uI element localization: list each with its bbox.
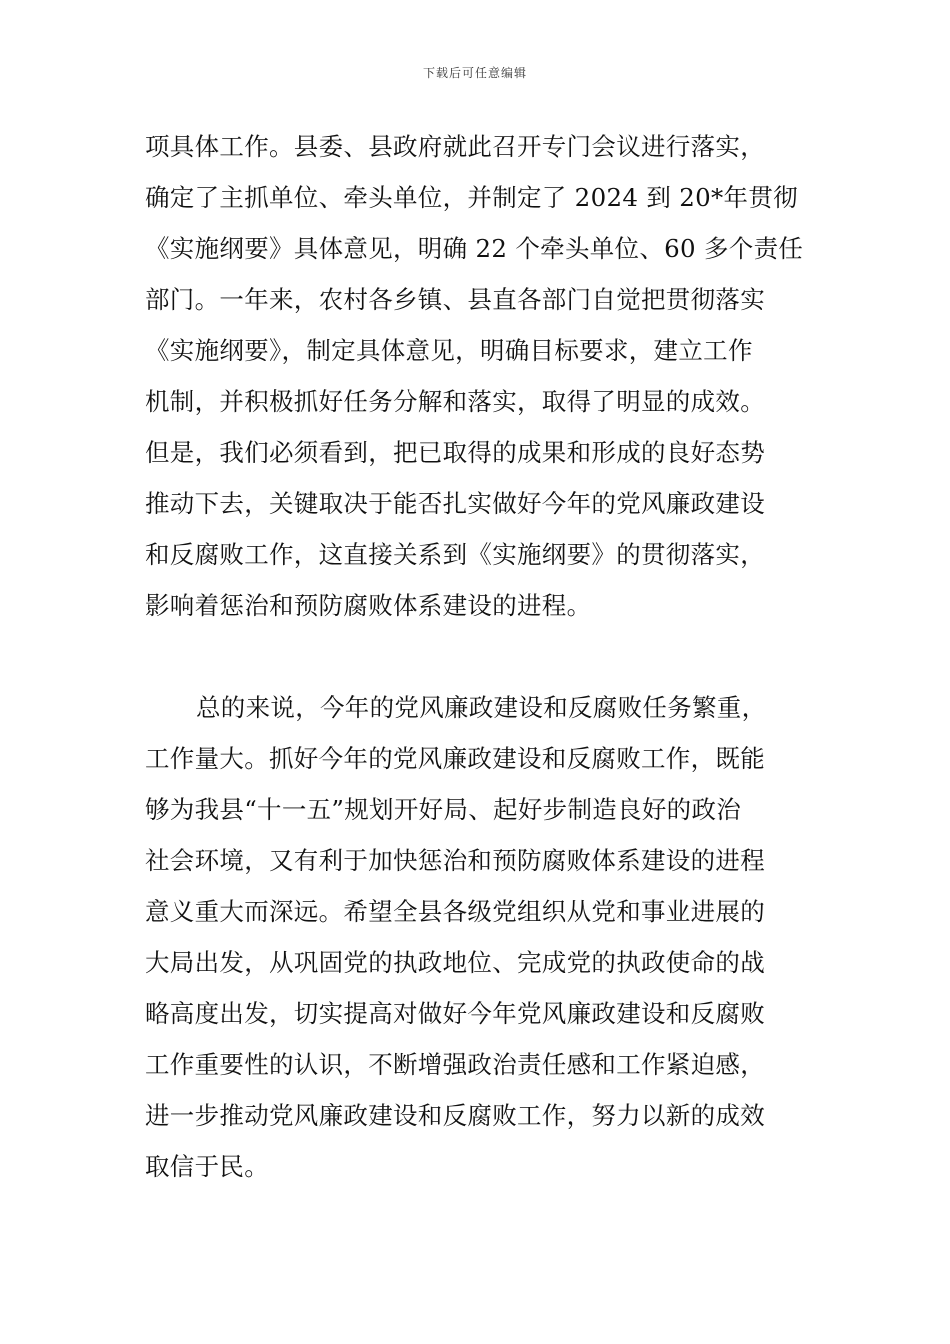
- text-line: 和反腐败工作，这直接关系到《实施纲要》的贯彻落实，: [145, 540, 765, 569]
- text-line: 部门。一年来，农村各乡镇、县直各部门自觉把贯彻落实: [145, 285, 765, 314]
- text-line: 但是，我们必须看到，把已取得的成果和形成的良好态势: [145, 438, 765, 467]
- text-line: 工作重要性的认识，不断增强政治责任感和工作紧迫感，: [145, 1050, 765, 1079]
- paragraph-1: [145, 121, 810, 631]
- text-line: 《实施纲要》具体意见，明确 22 个牵头单位、60 多个责任: [145, 234, 804, 263]
- paragraph-2: [145, 682, 810, 1192]
- text-line: 机制，并积极抓好任务分解和落实，取得了明显的成效。: [145, 387, 765, 416]
- text-line: 《实施纲要》，制定具体意见，明确目标要求，建立工作: [145, 336, 753, 365]
- text-line: 略高度出发，切实提高对做好今年党风廉政建设和反腐败: [145, 999, 765, 1028]
- text-line: 影响着惩治和预防腐败体系建设的进程。: [145, 591, 592, 620]
- text-line: 进一步推动党风廉政建设和反腐败工作，努力以新的成效: [145, 1101, 765, 1130]
- paragraph-spacer: [145, 631, 810, 682]
- document-body: [145, 121, 810, 1192]
- text-line: 取信于民。: [145, 1152, 269, 1181]
- text-line: 意义重大而深远。希望全县各级党组织从党和事业进展的: [145, 897, 765, 926]
- page-header: 下载后可任意编辑: [422, 66, 527, 80]
- text-line: 够为我县“十一五”规划开好局、起好步制造良好的政治: [145, 795, 742, 824]
- text-line: 大局出发，从巩固党的执政地位、完成党的执政使命的战: [145, 948, 765, 977]
- text-line: 工作量大。抓好今年的党风廉政建设和反腐败工作，既能: [145, 744, 765, 773]
- text-line: 推动下去，关键取决于能否扎实做好今年的党风廉政建设: [145, 489, 765, 518]
- text-line: 确定了主抓单位、牵头单位，并制定了 2024 到 20*年贯彻: [145, 183, 798, 212]
- text-line: 社会环境，又有利于加快惩治和预防腐败体系建设的进程: [145, 846, 765, 875]
- text-line: 总的来说，今年的党风廉政建设和反腐败任务繁重，: [196, 693, 767, 722]
- text-line: 项具体工作。县委、县政府就此召开专门会议进行落实，: [145, 132, 765, 161]
